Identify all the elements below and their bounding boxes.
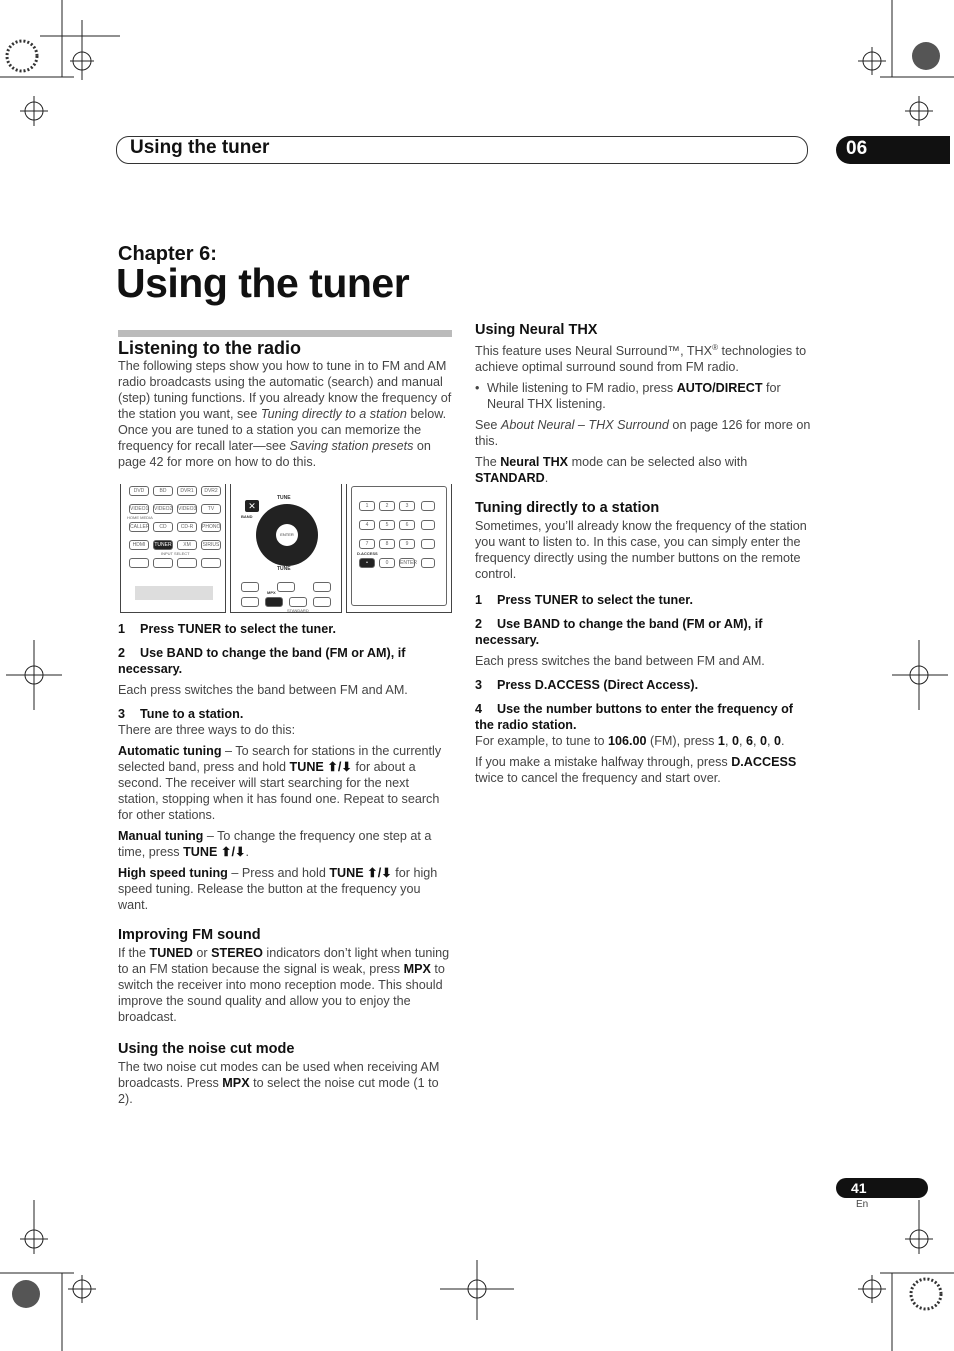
neural-thx-bullet: • While listening to FM radio, press AUTO/DIRECT for Neural THX listening. — [475, 380, 811, 412]
section-rule — [118, 330, 452, 337]
neural-thx-mode-note: The Neural THX mode can be selected also with STANDARD. — [475, 455, 748, 486]
high-speed-tuning-paragraph: High speed tuning – Press and hold TUNE ⬆/⬇ for high speed tuning. Release the button at the frequency you want. — [118, 866, 438, 912]
direct-step-3: 3 Press D.ACCESS (Direct Access). — [475, 678, 699, 693]
running-header-title: Using the tuner — [130, 137, 270, 158]
step-2-body: Each press switches the band between FM and AM. — [118, 683, 408, 697]
neural-thx-heading: Using Neural THX — [475, 322, 598, 338]
intro-paragraph: The following steps show you how to tune in to FM and AM radio broadcasts using the automatic (search) and manual (step) tuning functions. If you already know the frequency of the station you want, see Tuning directly to a station below. Once you are tuned to a station you can memorize the frequency for recall later—see Saving station presets on page 42 for more on how to do this. — [118, 359, 452, 469]
automatic-tuning-paragraph: Automatic tuning – To search for stations in the currently selected band, press and hold TUNE ⬆/⬇ for about a second. The receiver will start searching for the next station, stopping when it has found one. Repeat to search for other stations. — [118, 744, 442, 822]
remote-control-illustration — [118, 484, 452, 614]
manual-tuning-paragraph: Manual tuning – To change the frequency one step at a time, press TUNE ⬆/⬇. — [118, 829, 432, 859]
section-heading: Listening to the radio — [118, 338, 301, 358]
step-3: 3 Tune to a station. — [118, 707, 244, 721]
right-column — [475, 322, 811, 791]
direct-step-2-body: Each press switches the band between FM and AM. — [475, 654, 765, 669]
page-number-tab — [836, 1178, 928, 1198]
chapter-label: Chapter 6: — [118, 243, 217, 265]
step-2: 2 Use BAND to change the band (FM or AM), if necessary. — [118, 646, 406, 676]
language-code: En — [856, 1199, 869, 1210]
direct-step-1: 1 Press TUNER to select the tuner. — [475, 593, 693, 608]
left-column-top — [118, 340, 452, 475]
step-3-body: There are three ways to do this: — [118, 723, 296, 737]
direct-tuning-paragraph: Sometimes, you’ll already know the frequency of the station you want to listen to. In this case, you can simply enter the frequency directly using the number buttons on the remote control. — [475, 519, 807, 582]
neural-thx-paragraph: This feature uses Neural Surround™, THX® technologies to achieve optimal surround sound from FM radio. — [475, 343, 807, 375]
direct-step-2: 2 Use BAND to change the band (FM or AM), if necessary. — [475, 617, 763, 648]
direct-example: For example, to tune to 106.00 (FM), press 1, 0, 6, 0, 0. — [475, 734, 785, 749]
chapter-number-tab — [836, 136, 950, 164]
page-number: 41 — [851, 1180, 867, 1196]
remote-tune-panel: TUNE ✕ BAND ENTER TUNE MPX STANDARD — [230, 484, 342, 613]
noise-cut-heading: Using the noise cut mode — [118, 1041, 295, 1057]
step-1: 1 Press TUNER to select the tuner. — [118, 622, 336, 636]
direct-step-4: 4 Use the number buttons to enter the frequency of the radio station. — [475, 702, 793, 733]
direct-tuning-heading: Tuning directly to a station — [475, 500, 660, 517]
fm-sound-heading: Improving FM sound — [118, 927, 261, 943]
neural-thx-see-also: See About Neural – THX Surround on page 126 for more on this. — [475, 418, 811, 449]
direct-mistake-note: If you make a mistake halfway through, press D.ACCESS twice to cancel the frequency and start over. — [475, 755, 797, 786]
chapter-title: Using the tuner — [116, 260, 410, 306]
noise-cut-paragraph: The two noise cut modes can be used when receiving AM broadcasts. Press MPX to select the noise cut mode (1 to 2). — [118, 1060, 440, 1106]
chapter-number: 06 — [846, 138, 868, 159]
remote-input-panel: DVD BD DVR1 DVR2 VIDEO1 VIDEO2 VIDEO3 TV HOME MEDIA CALLER CD CD-R PHONO HDMI TUNER XM SIRIUS INPUT SELECT — [120, 484, 226, 613]
left-column-steps — [118, 621, 452, 1112]
remote-keypad-panel: 1 2 3 4 5 6 7 8 9 D.ACCESS • 0 ENTER — [346, 484, 452, 613]
fm-sound-paragraph: If the TUNED or STEREO indicators don’t light when tuning to an FM station because the signal is weak, press MPX to switch the receiver into mono reception mode. This should improve the sound quality and allow you to enjoy the broadcast. — [118, 946, 450, 1024]
